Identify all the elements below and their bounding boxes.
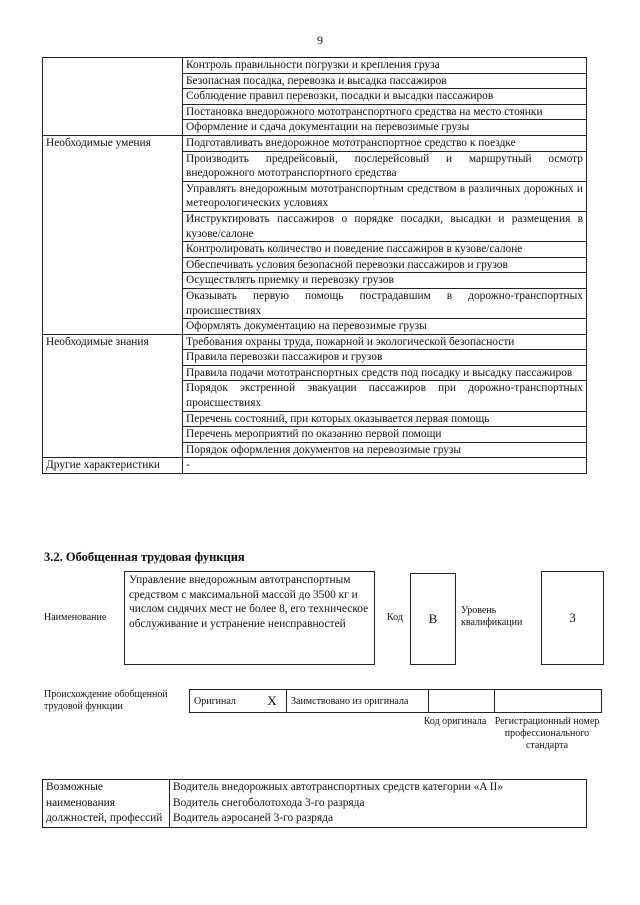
name-label: Наименование xyxy=(44,612,107,623)
section-title: 3.2. Обобщенная трудовая функция xyxy=(44,550,245,564)
positions-label: Возможные наименования должностей, профессий xyxy=(43,780,170,828)
row-item: Порядок оформления документов на перевозимые грузы xyxy=(183,442,587,458)
code-original-caption: Код оригинала xyxy=(423,716,487,727)
row-item: Инструктировать пассажиров о порядке посадки, высадки и размещения в кузове/салоне xyxy=(183,211,587,241)
row-item: Контроль правильности погрузки и крепления груза xyxy=(183,58,587,74)
code-value-box xyxy=(410,573,456,665)
table-row xyxy=(43,334,587,350)
row-item: Подготавливать внедорожное мототранспортное средство к поездке xyxy=(183,135,587,151)
row-label: Необходимые знания xyxy=(43,334,183,458)
row-label: Другие характеристики xyxy=(43,458,183,474)
position-item: Водитель внедорожных автотранспортных средств категории «A II» xyxy=(173,781,504,793)
row-item: Управлять внедорожным мототранспортным средством в различных дорожных и метеорологических условиях xyxy=(183,181,587,211)
positions-table xyxy=(42,779,587,828)
row-item: Осуществлять приемку и перевозку грузов xyxy=(183,273,587,289)
row-item: Соблюдение правил перевозки, посадки и высадки пассажиров xyxy=(183,89,587,105)
reg-number-cell xyxy=(495,690,602,713)
row-label xyxy=(43,58,183,136)
row-item: Оказывать первую помощь пострадавшим в дорожно-транспортных происшествиях xyxy=(183,288,587,318)
positions-list xyxy=(170,780,587,828)
row-item: Безопасная посадка, перевозка и высадка пассажиров xyxy=(183,73,587,89)
level-value: 3 xyxy=(569,610,576,625)
row-item: Оформление и сдача документации на перевозимые грузы xyxy=(183,120,587,136)
row-item: Перечень мероприятий по оказанию первой помощи xyxy=(183,427,587,443)
reg-number-caption: Регистрационный номер профессионального стандарта xyxy=(494,716,600,751)
row-item: Порядок экстренной эвакуации пассажиров при дорожно-транспортных происшествиях xyxy=(183,381,587,411)
original-label: Оригинал xyxy=(190,690,259,713)
page-number: 9 xyxy=(317,33,323,47)
row-item: Обеспечивать условия безопасной перевозки пассажиров и грузов xyxy=(183,257,587,273)
origin-table xyxy=(189,689,602,713)
row-item: Перечень состояний, при которых оказывается первая помощь xyxy=(183,411,587,427)
row-item: Оформлять документацию на перевозимые грузы xyxy=(183,319,587,335)
row-label: Необходимые умения xyxy=(43,135,183,334)
level-label: Уровень квалификации xyxy=(461,605,523,628)
row-item: - xyxy=(183,458,587,474)
table-row xyxy=(43,135,587,151)
gtf-name-text: Управление внедорожным автотранспортным средством с максимальной массой до 3500 кг и числом сидячих мест не более 8, его техническое обслуживание и устранение неисправностей xyxy=(129,574,369,630)
code-label: Код xyxy=(387,612,403,623)
code-value: B xyxy=(428,611,438,626)
code-original-cell xyxy=(429,690,495,713)
gtf-name-box xyxy=(124,571,375,665)
level-value-box xyxy=(541,571,604,665)
row-item: Постановка внедорожного мототранспортного средства на место стоянки xyxy=(183,104,587,120)
row-item: Правила перевозки пассажиров и грузов xyxy=(183,350,587,366)
table-row xyxy=(43,58,587,74)
row-item: Правила подачи мототранспортных средств под посадку и высадку пассажиров xyxy=(183,365,587,381)
row-item: Требования охраны труда, пожарной и экологической безопасности xyxy=(183,334,587,350)
origin-label: Происхождение обобщенной трудовой функции xyxy=(44,689,168,712)
borrowed-label: Заимствовано из оригинала xyxy=(287,690,429,713)
position-item: Водитель аэросаней 3-го разряда xyxy=(173,812,334,824)
row-item: Производить предрейсовый, послерейсовый и маршрутный осмотр внедорожного мототранспортного средства xyxy=(183,151,587,181)
table-row xyxy=(43,458,587,474)
position-item: Водитель снегоболотохода 3-го разряда xyxy=(173,796,365,809)
requirements-table xyxy=(42,57,587,474)
row-item: Контролировать количество и поведение пассажиров в кузове/салоне xyxy=(183,242,587,258)
original-mark: X xyxy=(258,690,287,713)
